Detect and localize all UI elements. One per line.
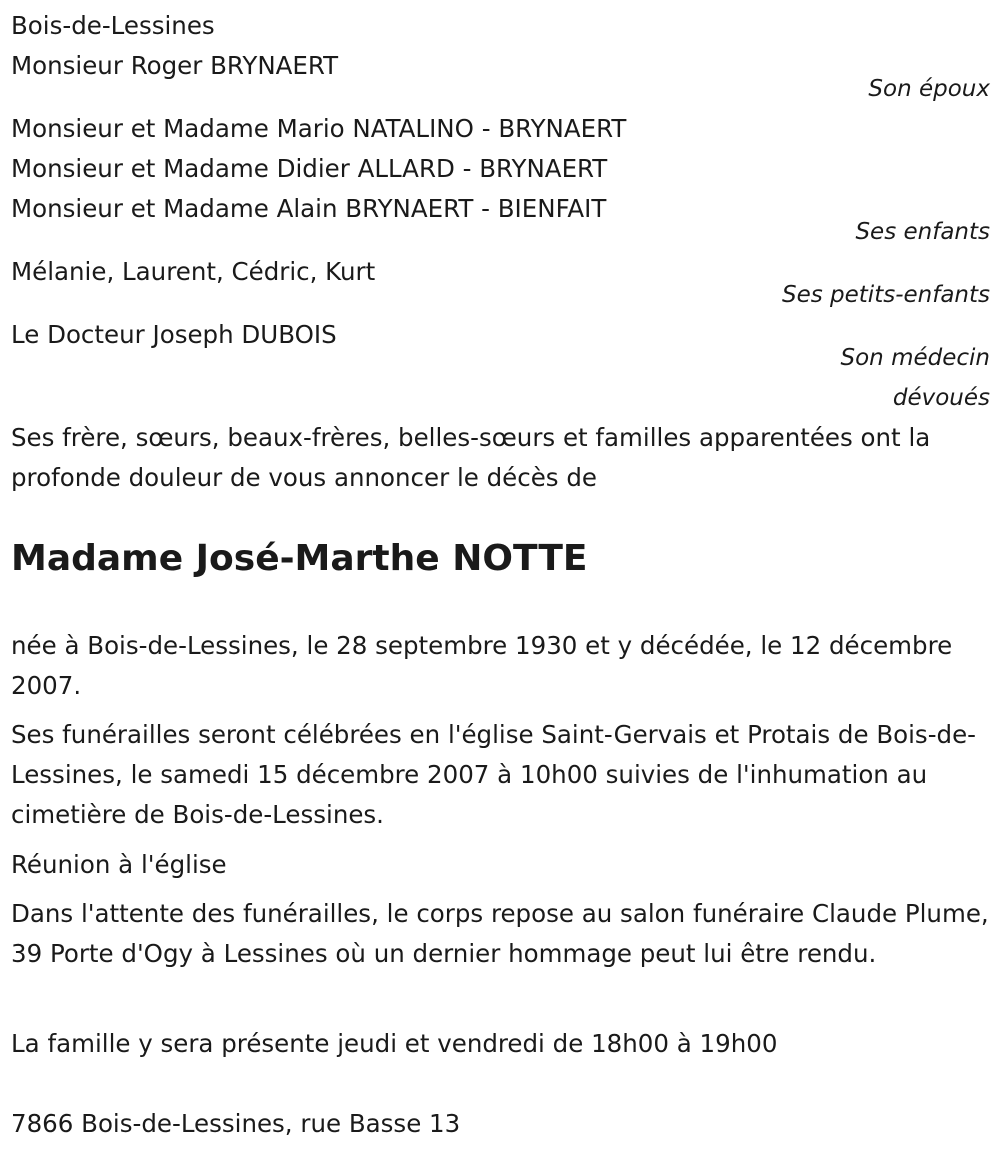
spouse-relation: Son époux <box>868 76 990 102</box>
address-text: 7866 Bois-de-Lessines, rue Basse 13 <box>11 1109 461 1138</box>
spouse-name: Monsieur Roger BRYNAERT <box>11 51 339 80</box>
doctor-relation-line2: dévoués <box>892 385 990 411</box>
family-presence-text: La famille y sera présente jeudi et vendredi de 18h00 à 19h00 <box>11 1029 778 1058</box>
birth-death-text: née à Bois-de-Lessines, le 28 septembre 1930 et y décédée, le 12 décembre 2007. <box>11 631 953 700</box>
child-name-1: Monsieur et Madame Mario NATALINO - BRYNAERT <box>11 114 627 143</box>
wake-text: Dans l'attente des funérailles, le corps repose au salon funéraire Claude Plume, 39 Porte d'Ogy à Lessines où un dernier hommage peut lui être rendu. <box>11 899 989 968</box>
doctor-name: Le Docteur Joseph DUBOIS <box>11 320 337 349</box>
child-name-2: Monsieur et Madame Didier ALLARD - BRYNAERT <box>11 154 608 183</box>
grandchildren-names: Mélanie, Laurent, Cédric, Kurt <box>11 257 376 286</box>
deceased-name: Madame José-Marthe NOTTE <box>11 538 588 579</box>
meeting-text: Réunion à l'église <box>11 850 227 879</box>
child-name-3: Monsieur et Madame Alain BRYNAERT - BIENFAIT <box>11 194 607 223</box>
location-heading: Bois-de-Lessines <box>11 11 215 40</box>
announcement-text: Ses frère, sœurs, beaux-frères, belles-sœurs et familles apparentées ont la profonde douleur de vous annoncer le décès de <box>11 423 931 492</box>
doctor-relation-line1: Son médecin <box>840 345 990 371</box>
grandchildren-relation: Ses petits-enfants <box>782 282 990 308</box>
children-relation: Ses enfants <box>855 219 990 245</box>
funeral-text: Ses funérailles seront célébrées en l'église Saint-Gervais et Protais de Bois-de-Lessines, le samedi 15 décembre 2007 à 10h00 suivies de l'inhumation au cimetière de Bois-de-Lessines. <box>11 720 976 829</box>
